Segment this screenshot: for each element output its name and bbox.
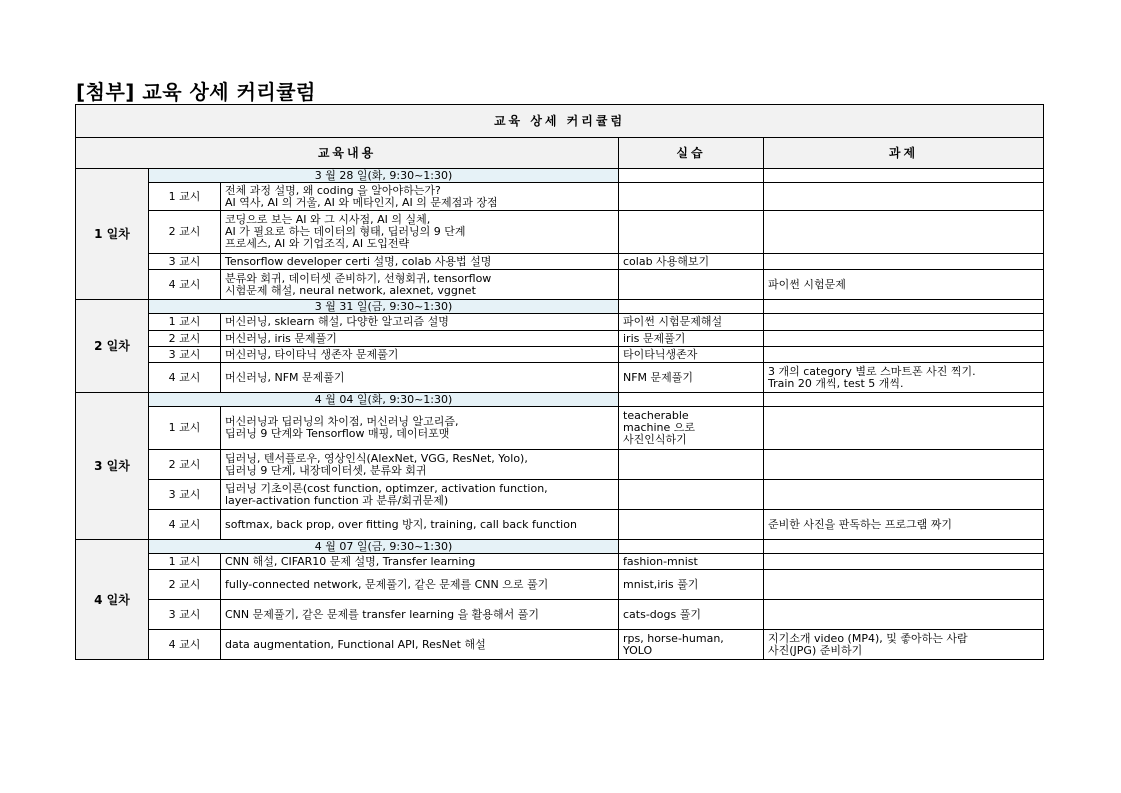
- day1-date: 3 월 28 일(화, 9:30~1:30): [149, 169, 619, 183]
- assignment-cell: 준비한 사진을 판독하는 프로그램 짜기: [764, 510, 1044, 540]
- header-content: 교육내용: [76, 138, 619, 169]
- assignment-cell: [764, 600, 1044, 630]
- practice-line: rps, horse-human,: [623, 631, 724, 645]
- period-label: 4 교시: [149, 510, 221, 540]
- assignment-cell: [764, 211, 1044, 254]
- day3-date: 4 월 04 일(화, 9:30~1:30): [149, 393, 619, 407]
- practice-line: machine 으로: [623, 421, 696, 434]
- assignment-cell: [764, 331, 1044, 347]
- table-row: [76, 211, 1044, 254]
- period-label: 2 교시: [149, 450, 221, 480]
- header-practice: 실습: [619, 138, 764, 169]
- content-line: 딥러닝 기초이론(cost function, optimzer, activation function,: [225, 481, 548, 495]
- assignment-cell: [764, 407, 1044, 450]
- content-cell: softmax, back prop, over fitting 방지, training, call back function: [221, 510, 619, 540]
- period-label: 3 교시: [149, 347, 221, 363]
- table-row: [76, 510, 1044, 540]
- day4-date: 4 월 07 일(금, 9:30~1:30): [149, 540, 619, 554]
- content-line: 딥러닝 9 단계와 Tensorflow 매핑, 데이터포맷: [225, 427, 450, 440]
- content-line: 딥러닝 9 단계, 내장데이터셋, 분류와 회귀: [225, 463, 427, 477]
- practice-cell: [619, 450, 764, 480]
- content-cell: 머신러닝, iris 문제풀기: [221, 331, 619, 347]
- content-cell: [221, 270, 619, 300]
- content-line: layer-activation function 과 분류/회귀문제): [225, 493, 449, 507]
- table-row: [76, 270, 1044, 300]
- practice-cell: [619, 183, 764, 211]
- content-cell: [221, 480, 619, 510]
- table-row: [76, 363, 1044, 393]
- day2-date-row: [76, 300, 1044, 314]
- content-cell: CNN 문제풀기, 같은 문제를 transfer learning 을 활용해서 풀기: [221, 600, 619, 630]
- table-row: [76, 554, 1044, 570]
- header-row: [76, 138, 1044, 169]
- assignment-line: Train 20 개씩, test 5 개씩.: [768, 376, 904, 390]
- day3-label: 3 일차: [76, 393, 149, 540]
- practice-cell: [619, 270, 764, 300]
- content-line: 코딩으로 보는 AI 와 그 시사점, AI 의 실체,: [225, 213, 431, 226]
- table-row: [76, 314, 1044, 331]
- practice-line: YOLO: [623, 643, 653, 657]
- practice-cell: mnist,iris 풀기: [619, 570, 764, 600]
- table-row: [76, 347, 1044, 363]
- practice-cell: colab 사용해보기: [619, 254, 764, 270]
- blank-cell: [619, 393, 764, 407]
- assignment-line: 지기소개 video (MP4), 및 좋아하는 사람: [768, 631, 968, 645]
- content-cell: [221, 211, 619, 254]
- practice-cell: 파이썬 시험문제해설: [619, 314, 764, 331]
- content-line: 전체 과정 설명, 왜 coding 을 알아야하는가?: [225, 183, 441, 197]
- table-row: [76, 570, 1044, 600]
- day1-label: 1 일차: [76, 169, 149, 300]
- day1-date-row: [76, 169, 1044, 183]
- day2-date: 3 월 31 일(금, 9:30~1:30): [149, 300, 619, 314]
- day4-date-row: [76, 540, 1044, 554]
- practice-line: 사진인식하기: [623, 433, 687, 446]
- period-label: 3 교시: [149, 254, 221, 270]
- blank-cell: [619, 300, 764, 314]
- period-label: 4 교시: [149, 630, 221, 660]
- curriculum-table: [75, 104, 1044, 660]
- table-row: [76, 450, 1044, 480]
- assignment-cell: [764, 183, 1044, 211]
- table-row: [76, 331, 1044, 347]
- content-line: AI 역사, AI 의 거울, AI 와 메타인지, AI 의 문제점과 장점: [225, 195, 498, 209]
- assignment-cell: [764, 363, 1044, 393]
- content-line: 시험문제 해설, neural network, alexnet, vggnet: [225, 283, 476, 297]
- practice-cell: fashion-mnist: [619, 554, 764, 570]
- practice-cell: iris 문제풀기: [619, 331, 764, 347]
- content-line: AI 가 필요로 하는 데이터의 형태, 딥러닝의 9 단계: [225, 225, 466, 238]
- period-label: 3 교시: [149, 600, 221, 630]
- blank-cell: [764, 300, 1044, 314]
- practice-cell: NFM 문제풀기: [619, 363, 764, 393]
- content-cell: [221, 450, 619, 480]
- table-row: [76, 630, 1044, 660]
- assignment-line: 3 개의 category 별로 스마트폰 사진 찍기.: [768, 364, 976, 378]
- period-label: 1 교시: [149, 314, 221, 331]
- assignment-cell: [764, 480, 1044, 510]
- practice-cell: 타이타닉생존자: [619, 347, 764, 363]
- content-line: 프로세스, AI 와 기업조직, AI 도입전략: [225, 237, 410, 250]
- content-cell: Tensorflow developer certi 설명, colab 사용법 설명: [221, 254, 619, 270]
- blank-cell: [619, 169, 764, 183]
- practice-line: teacherable: [623, 409, 689, 422]
- period-label: 2 교시: [149, 331, 221, 347]
- practice-cell: [619, 510, 764, 540]
- period-label: 4 교시: [149, 270, 221, 300]
- day3-date-row: [76, 393, 1044, 407]
- assignment-cell: [764, 554, 1044, 570]
- practice-cell: [619, 407, 764, 450]
- content-cell: fully-connected network, 문제풀기, 같은 문제를 CNN 으로 풀기: [221, 570, 619, 600]
- period-label: 2 교시: [149, 570, 221, 600]
- table-row: [76, 600, 1044, 630]
- period-label: 3 교시: [149, 480, 221, 510]
- day4-label: 4 일차: [76, 540, 149, 660]
- practice-cell: [619, 630, 764, 660]
- content-cell: 머신러닝, sklearn 해설, 다양한 알고리즘 설명: [221, 314, 619, 331]
- assignment-cell: [764, 570, 1044, 600]
- content-cell: 머신러닝, NFM 문제풀기: [221, 363, 619, 393]
- period-label: 4 교시: [149, 363, 221, 393]
- assignment-cell: [764, 630, 1044, 660]
- period-label: 1 교시: [149, 407, 221, 450]
- content-cell: 머신러닝, 타이타닉 생존자 문제풀기: [221, 347, 619, 363]
- table-row: [76, 183, 1044, 211]
- content-cell: [221, 407, 619, 450]
- content-cell: CNN 해설, CIFAR10 문제 설명, Transfer learning: [221, 554, 619, 570]
- practice-cell: [619, 211, 764, 254]
- blank-cell: [764, 540, 1044, 554]
- assignment-cell: [764, 347, 1044, 363]
- table-row: [76, 254, 1044, 270]
- assignment-cell: [764, 450, 1044, 480]
- period-label: 1 교시: [149, 183, 221, 211]
- practice-cell: cats-dogs 풀기: [619, 600, 764, 630]
- period-label: 2 교시: [149, 211, 221, 254]
- blank-cell: [764, 169, 1044, 183]
- assignment-cell: [764, 314, 1044, 331]
- table-title-row: [76, 105, 1044, 138]
- assignment-cell: 파이썬 시험문제: [764, 270, 1044, 300]
- document-title: [첨부] 교육 상세 커리큘럼: [76, 80, 316, 104]
- content-line: 분류와 회귀, 데이터셋 준비하기, 선형회귀, tensorflow: [225, 271, 492, 285]
- assignment-line: 사진(JPG) 준비하기: [768, 643, 863, 657]
- day2-label: 2 일차: [76, 300, 149, 393]
- header-assignment: 과제: [764, 138, 1044, 169]
- table-row: [76, 480, 1044, 510]
- period-label: 1 교시: [149, 554, 221, 570]
- content-cell: data augmentation, Functional API, ResNet 해설: [221, 630, 619, 660]
- content-line: 머신러닝과 딥러닝의 차이점, 머신러닝 알고리즘,: [225, 415, 459, 428]
- table-title: 교육 상세 커리큘럼: [76, 105, 1044, 138]
- content-cell: [221, 183, 619, 211]
- practice-cell: [619, 480, 764, 510]
- assignment-cell: [764, 254, 1044, 270]
- blank-cell: [619, 540, 764, 554]
- table-row: [76, 407, 1044, 450]
- content-line: 딥러닝, 텐서플로우, 영상인식(AlexNet, VGG, ResNet, Yolo),: [225, 451, 528, 465]
- blank-cell: [764, 393, 1044, 407]
